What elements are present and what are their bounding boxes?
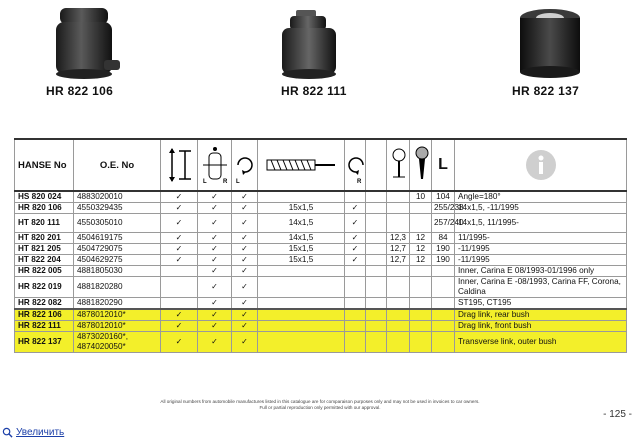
cell-check-rotation: ✓	[232, 255, 258, 266]
cell-thread	[258, 266, 345, 277]
cell-blank	[366, 277, 387, 298]
svg-text:R: R	[357, 179, 362, 185]
cell-hanse-no: HR 822 111	[15, 321, 74, 332]
cell-length: 190	[432, 255, 455, 266]
cell-length	[432, 266, 455, 277]
cell-blank	[366, 191, 387, 203]
cell-check-rotation-right	[345, 332, 366, 353]
cell-check-rotation: ✓	[232, 332, 258, 353]
cell-ball-joint: 12,7	[387, 255, 410, 266]
cell-hanse-no: HT 821 205	[15, 244, 74, 255]
cell-check-orientation: ✓	[198, 266, 232, 277]
cell-hanse-no: HT 822 204	[15, 255, 74, 266]
table-row	[15, 309, 627, 321]
cell-oe-no: 4881805030	[74, 266, 161, 277]
cell-info: Transverse link, outer bush	[455, 332, 627, 353]
header-info-icon	[455, 139, 627, 191]
svg-text:L: L	[236, 179, 240, 185]
cell-ball-joint: 12,7	[387, 244, 410, 255]
catalogue-body	[15, 191, 627, 353]
header-blank	[366, 139, 387, 191]
cell-oe-no: 4873020160*, 4874020050*	[74, 332, 161, 353]
cell-ball-joint: 12,3	[387, 233, 410, 244]
cell-check-rotation: ✓	[232, 309, 258, 321]
catalogue-table	[14, 138, 627, 353]
cell-check-orientation: ✓	[198, 321, 232, 332]
cell-ball-stud	[410, 321, 432, 332]
cell-thread: 15x1,5	[258, 255, 345, 266]
cell-oe-no: 4878012010*	[74, 321, 161, 332]
cell-length	[432, 332, 455, 353]
cell-info: -11/1995	[455, 244, 627, 255]
cell-thread: 15x1,5	[258, 203, 345, 214]
cell-check-orientation: ✓	[198, 332, 232, 353]
product-gallery	[0, 0, 640, 110]
header-rotation-right-icon	[345, 139, 366, 191]
product-code: HR 822 106	[46, 84, 114, 98]
cell-oe-no: 4550305010	[74, 214, 161, 233]
cell-ball-stud	[410, 266, 432, 277]
cell-check-rotation-right: ✓	[345, 233, 366, 244]
cell-blank	[366, 203, 387, 214]
cell-check-orientation: ✓	[198, 203, 232, 214]
header-length: L	[432, 139, 455, 191]
svg-text:L: L	[202, 179, 207, 185]
cell-info: Drag link, rear bush	[455, 309, 627, 321]
table-row	[15, 203, 627, 214]
cell-info: 11/1995-	[455, 233, 627, 244]
cell-check-rotation-right: ✓	[345, 214, 366, 233]
cell-check-height	[161, 277, 198, 298]
table-row	[15, 266, 627, 277]
cell-thread	[258, 298, 345, 310]
cell-blank	[366, 255, 387, 266]
cell-ball-joint	[387, 321, 410, 332]
cell-ball-joint	[387, 277, 410, 298]
footnote-reproduction: Full or partial reproduction only permitted with our approval.	[259, 405, 381, 410]
cell-oe-no: 4881820290	[74, 298, 161, 310]
cell-blank	[366, 332, 387, 353]
cell-info: Inner, Carina E -08/1993, Carina FF, Corona, Caldina	[455, 277, 627, 298]
cell-check-height: ✓	[161, 321, 198, 332]
cell-check-rotation: ✓	[232, 233, 258, 244]
cell-hanse-no: HR 822 005	[15, 266, 74, 277]
cell-check-rotation: ✓	[232, 214, 258, 233]
table-row	[15, 191, 627, 203]
cell-thread: 14x1,5	[258, 214, 345, 233]
cell-hanse-no: HR 822 137	[15, 332, 74, 353]
cell-check-height: ✓	[161, 214, 198, 233]
table-row	[15, 298, 627, 310]
cell-ball-stud: 12	[410, 255, 432, 266]
page-number: - 125 -	[603, 409, 632, 420]
enlarge-link-label: Увеличить	[16, 427, 65, 438]
cell-length	[432, 277, 455, 298]
cell-hanse-no: HR 822 106	[15, 309, 74, 321]
bush-image	[490, 4, 600, 82]
cell-thread	[258, 321, 345, 332]
cell-ball-joint	[387, 332, 410, 353]
cell-oe-no: 4504619175	[74, 233, 161, 244]
cell-check-rotation-right: ✓	[345, 255, 366, 266]
header-rotation-icon	[232, 139, 258, 191]
product-hr822137	[490, 0, 620, 110]
cell-check-height: ✓	[161, 332, 198, 353]
table-row	[15, 332, 627, 353]
cell-check-height	[161, 298, 198, 310]
cell-hanse-no: HR 822 019	[15, 277, 74, 298]
cell-check-height: ✓	[161, 191, 198, 203]
cell-length: 255/238	[432, 203, 455, 214]
cell-ball-stud	[410, 332, 432, 353]
cell-thread	[258, 309, 345, 321]
cell-check-rotation-right	[345, 321, 366, 332]
header-hanse-no: HANSE No	[15, 139, 74, 191]
cell-hanse-no: HT 820 111	[15, 214, 74, 233]
cell-check-rotation-right	[345, 191, 366, 203]
cell-ball-stud	[410, 277, 432, 298]
cell-check-rotation-right: ✓	[345, 244, 366, 255]
cell-check-height: ✓	[161, 203, 198, 214]
cell-length	[432, 321, 455, 332]
cell-ball-stud: 12	[410, 233, 432, 244]
cell-check-orientation: ✓	[198, 191, 232, 203]
cell-thread	[258, 277, 345, 298]
cell-thread: 14x1,5	[258, 233, 345, 244]
cell-length: 190	[432, 244, 455, 255]
cell-check-orientation: ✓	[198, 214, 232, 233]
cell-check-rotation-right: ✓	[345, 203, 366, 214]
cell-ball-stud	[410, 214, 432, 233]
cell-check-orientation: ✓	[198, 298, 232, 310]
product-hr822111	[250, 0, 400, 110]
cell-check-orientation: ✓	[198, 255, 232, 266]
cell-blank	[366, 298, 387, 310]
header-car-orientation-icon	[198, 139, 232, 191]
cell-info: 14x1,5, -11/1995	[455, 203, 627, 214]
cell-length: 84	[432, 233, 455, 244]
cell-check-rotation: ✓	[232, 244, 258, 255]
product-code: HR 822 137	[512, 84, 580, 98]
cell-check-height: ✓	[161, 233, 198, 244]
cell-length: 104	[432, 191, 455, 203]
cell-check-rotation: ✓	[232, 191, 258, 203]
cell-check-rotation: ✓	[232, 298, 258, 310]
cell-info: Drag link, front bush	[455, 321, 627, 332]
header-ball-stud-icon	[410, 139, 432, 191]
cell-ball-joint	[387, 298, 410, 310]
table-row	[15, 214, 627, 233]
cell-blank	[366, 214, 387, 233]
cell-blank	[366, 321, 387, 332]
cell-ball-joint	[387, 214, 410, 233]
cell-oe-no: 4878012010*	[74, 309, 161, 321]
cell-info: ST195, CT195	[455, 298, 627, 310]
cell-blank	[366, 233, 387, 244]
cell-hanse-no: HR 820 106	[15, 203, 74, 214]
cell-blank	[366, 244, 387, 255]
bush-image	[250, 4, 360, 82]
header-ball-joint-icon	[387, 139, 410, 191]
cell-length	[432, 298, 455, 310]
cell-info: 14x1,5, 11/1995-	[455, 214, 627, 233]
cell-ball-joint	[387, 309, 410, 321]
footnote-disclaimer: All original numbers from automobile manufactures listed in this catalogue are for comparaison purposes only and may not be used in invoices to car owners.	[160, 399, 480, 404]
cell-oe-no: 4504629275	[74, 255, 161, 266]
table-row	[15, 277, 627, 298]
svg-text:R: R	[222, 179, 227, 185]
cell-check-rotation-right	[345, 277, 366, 298]
cell-oe-no: 4883020010	[74, 191, 161, 203]
cell-check-rotation: ✓	[232, 203, 258, 214]
cell-ball-joint	[387, 266, 410, 277]
cell-ball-stud	[410, 309, 432, 321]
magnifier-icon	[2, 427, 13, 438]
cell-check-rotation-right	[345, 309, 366, 321]
cell-ball-joint	[387, 203, 410, 214]
product-hr822106	[20, 0, 160, 110]
cell-thread	[258, 191, 345, 203]
cell-ball-stud: 12	[410, 244, 432, 255]
cell-oe-no: 4504729075	[74, 244, 161, 255]
cell-blank	[366, 309, 387, 321]
cell-hanse-no: HT 820 201	[15, 233, 74, 244]
cell-info: -11/1995	[455, 255, 627, 266]
cell-check-orientation: ✓	[198, 309, 232, 321]
cell-info: Angle=180°	[455, 191, 627, 203]
bush-image	[20, 4, 130, 82]
cell-length: 257/240	[432, 214, 455, 233]
product-code: HR 822 111	[281, 84, 347, 98]
cell-check-orientation: ✓	[198, 277, 232, 298]
cell-check-rotation-right	[345, 298, 366, 310]
table-row	[15, 321, 627, 332]
cell-hanse-no: HR 822 082	[15, 298, 74, 310]
cell-length	[432, 309, 455, 321]
header-thread-icon	[258, 139, 345, 191]
cell-check-rotation: ✓	[232, 266, 258, 277]
cell-check-rotation-right	[345, 266, 366, 277]
cell-thread	[258, 332, 345, 353]
cell-ball-stud: 10	[410, 191, 432, 203]
cell-check-height	[161, 266, 198, 277]
cell-oe-no: 4881820280	[74, 277, 161, 298]
cell-blank	[366, 266, 387, 277]
cell-check-height: ✓	[161, 255, 198, 266]
cell-ball-stud	[410, 298, 432, 310]
table-row	[15, 233, 627, 244]
table-row	[15, 244, 627, 255]
cell-check-height: ✓	[161, 309, 198, 321]
cell-check-rotation: ✓	[232, 277, 258, 298]
cell-oe-no: 4550329435	[74, 203, 161, 214]
cell-check-orientation: ✓	[198, 233, 232, 244]
cell-thread: 15x1,5	[258, 244, 345, 255]
header-height-icon	[161, 139, 198, 191]
enlarge-link[interactable]	[2, 427, 64, 438]
cell-info: Inner, Carina E 08/1993-01/1996 only	[455, 266, 627, 277]
cell-ball-stud	[410, 203, 432, 214]
header-oe-no: O.E. No	[74, 139, 161, 191]
cell-ball-joint	[387, 191, 410, 203]
cell-hanse-no: HS 820 024	[15, 191, 74, 203]
table-row	[15, 255, 627, 266]
cell-check-rotation: ✓	[232, 321, 258, 332]
cell-check-height: ✓	[161, 244, 198, 255]
cell-check-orientation: ✓	[198, 244, 232, 255]
